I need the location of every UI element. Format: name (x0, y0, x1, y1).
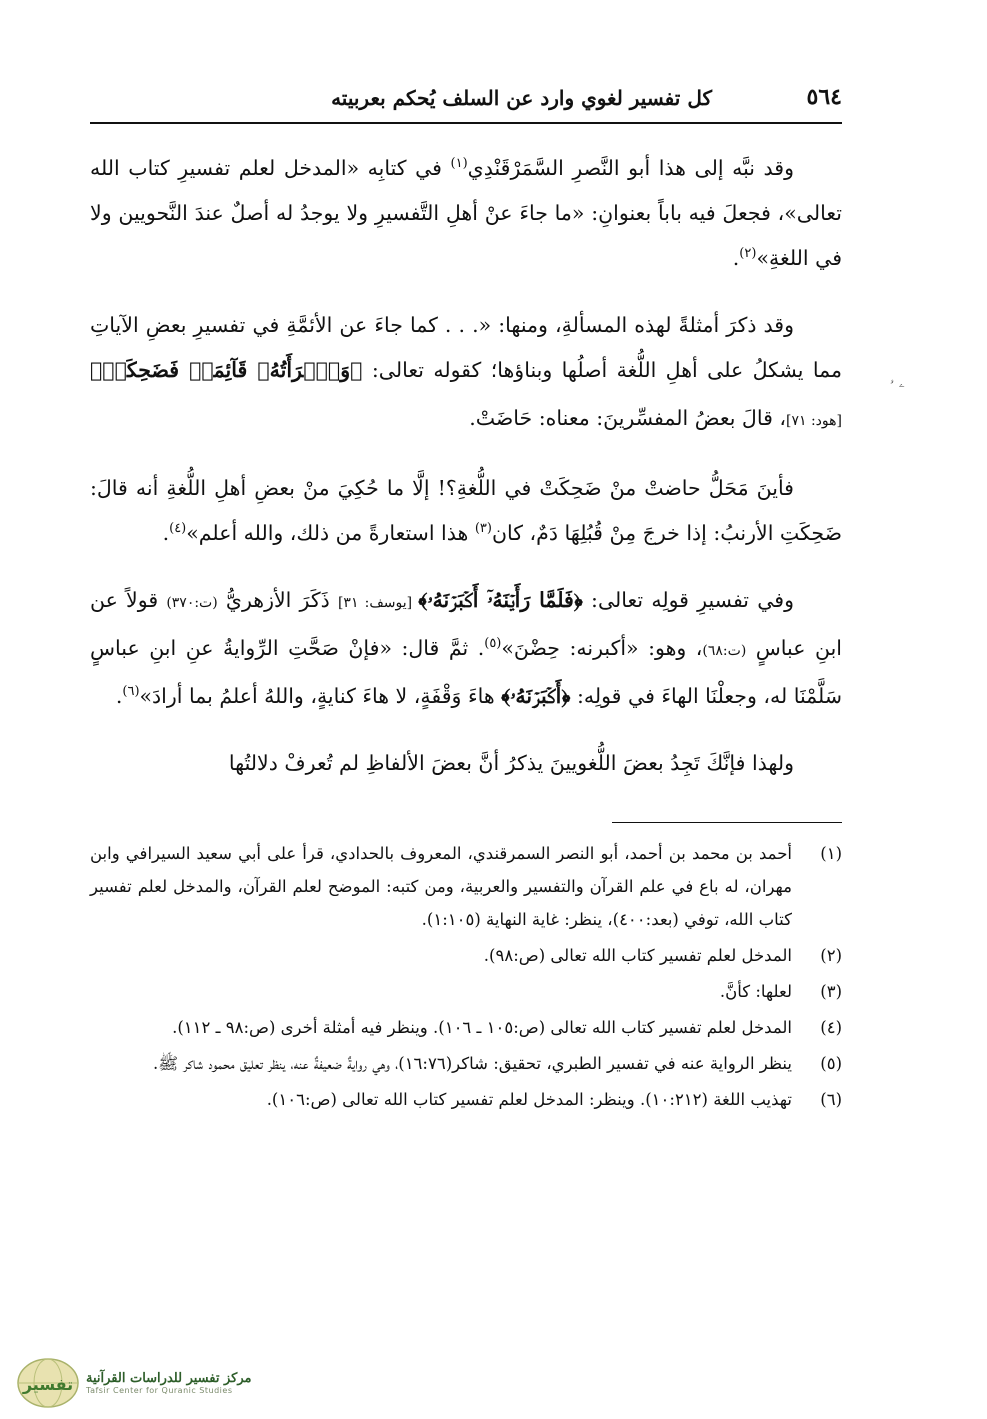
paragraph-4 (90, 578, 842, 719)
page-header (90, 80, 842, 124)
text-span: ، وهو: «أكبرنه: حِضْنَ» (501, 636, 703, 660)
publisher-logo (8, 1354, 268, 1412)
logo-arabic-name: مركز تفسير للدراسات القرآنية (86, 1371, 252, 1386)
text-span: . ثمَّ قال: «فإنْ صَحَّتِ الرِّوايةُ عنِ ابنِ عباسٍ سَلَّمْنَا له، وجعلْنَا الهاءَ في قولِه: (90, 636, 842, 708)
text-span: وقد ذكرَ أمثلةً لهذه المسألةِ، ومنها: «. . . كما جاءَ عن الأئمَّةِ في تفسيرِ بعضِ الآياتِ مما يشكلُ على أهلِ اللُّغة أصلُها وبناؤها؛ كقوله تعالى: (90, 313, 842, 382)
footnote-text: لعلها: كأنَّ. (719, 982, 792, 1001)
text-span: ولهذا فإنَّكَ تَجِدُ بعضَ اللُّغويينَ يذكرُ أنَّ بعضَ الألفاظِ لم تُعرفْ دلالتُها (228, 751, 794, 775)
footnote-text: المدخل لعلم تفسير كتاب الله تعالى (ص:٩٨). (483, 946, 792, 965)
footnote-item (90, 1047, 842, 1080)
globe-emblem-icon (8, 1356, 82, 1410)
text-span: وفي تفسيرِ قولِه تعالى: (582, 588, 794, 612)
text-span: هاءَ وَقْفَةٍ، لا هاءَ كنايةٍ، واللهُ أعلمُ بما أرادَ» (139, 684, 502, 708)
book-page (90, 80, 842, 1119)
text-span: وقد نبَّه إلى هذا أبو النَّصرِ السَّمَرْقَنْدِي (467, 156, 794, 180)
footnote-text: ينظر الرواية عنه في تفسير الطبري، تحقيق: شاكر(١٦:٧٦)، وهي روايةٌ ضعيفةٌ عنه، ينظر تعليق محمود شاكر ﷺ. (152, 1054, 792, 1073)
footnote-ref[interactable]: (٤) (169, 521, 187, 537)
footnotes-list (90, 837, 842, 1116)
logo-text-block (86, 1371, 251, 1395)
page-number: ٥٦٤ (806, 84, 842, 110)
paragraph-3 (90, 466, 842, 556)
logo-english-name: Tafsir Center for Quranic Studies (86, 1386, 233, 1395)
footnote-separator (612, 822, 842, 823)
text-span: . (115, 684, 123, 708)
text-span: ، قالَ بعضُ المفسِّرينَ: معناه: حَاضَتْ. (469, 406, 786, 430)
margin-annotation: ۦ ۥ (889, 372, 905, 391)
footnote-number: (٦) (820, 1090, 842, 1109)
footnote-ref[interactable]: (٥) (484, 636, 502, 652)
text-span: هذا استعارةً من ذلك، والله أعلم» (186, 521, 475, 545)
footnote-ref[interactable]: (٣) (474, 521, 492, 537)
text-span: . (732, 246, 740, 270)
footnote-number: (٤) (820, 1018, 842, 1037)
text-span: . (162, 521, 170, 545)
footnote-item (90, 837, 842, 936)
footnote-number: (٢) (820, 946, 842, 965)
verse-reference: [يوسف: ٣١] (337, 595, 419, 611)
footnote-text: تهذيب اللغة (١٠:٢١٢). وينظر: المدخل لعلم تفسير كتاب الله تعالى (ص:١٠٦). (266, 1090, 792, 1109)
footnote-number: (٣) (820, 982, 842, 1001)
death-date: (ت:٣٧٠) (166, 595, 218, 611)
quran-verse: ﴿فَلَمَّا رَأَيۡنَهُۥٓ أَكۡبَرۡنَهُۥ﴾ (418, 588, 583, 612)
text-span: ذَكَرَ الأزهريُّ (217, 588, 338, 612)
footnote-text: أحمد بن محمد بن أحمد، أبو النصر السمرقندي، المعروف بالحدادي، قرأ على أبي سعيد السيرافي وابن مهران، له باع في علم القرآن والتفسير والعربية، ومن كتبه: الموضح لعلم القرآن، والمدخل لعلم تفسير كتاب الله، توفي (بعد:٤٠٠)، ينظر: غاية النهاية (١:١٠٥). (90, 844, 792, 929)
footnote-item (90, 1011, 842, 1044)
footnote-item (90, 939, 842, 972)
death-date: (ت:٦٨) (702, 643, 747, 659)
text-span: في كتابِه «المدخل لعلم تفسيرِ كتاب الله تعالى»، فجعلَ فيه باباً بعنوانِ: «ما جاءَ عنْ أهلِ التَّفسيرِ ولا يوجدُ له أصلٌ عندَ النَّحويين ولا في اللغةِ» (90, 156, 842, 270)
paragraph-5 (90, 741, 842, 786)
main-text (90, 146, 842, 786)
paragraph-1 (90, 146, 842, 281)
verse-reference: [هود: ٧١] (786, 413, 842, 429)
paragraph-2 (90, 303, 842, 444)
quran-verse: ﴿أَكۡبَرۡنَهُۥ﴾ (501, 684, 571, 708)
footnote-number: (٥) (820, 1054, 842, 1073)
emblem-text: تفسير (22, 1375, 74, 1394)
footnote-ref[interactable]: (٢) (739, 246, 757, 262)
footnote-item (90, 975, 842, 1008)
running-title: كل تفسير لغوي وارد عن السلف يُحكم بعربيته (331, 86, 712, 110)
footnote-item (90, 1083, 842, 1116)
footnote-number: (١) (820, 844, 842, 863)
text-span: فأينَ مَحَلُّ حاضتْ منْ ضَحِكَتْ في اللُّغةِ؟! إلَّا ما حُكِيَ منْ بعضِ أهلِ اللُّغةِ أنه قالَ: ضَحِكَتِ الأرنبُ: إذا خرجَ مِنْ قُبُلِهَا دَمٌ، كان (90, 476, 842, 545)
text-span: قولاً عن ابنِ عباسٍ (90, 588, 842, 660)
footnote-text: المدخل لعلم تفسير كتاب الله تعالى (ص:١٠٥ ـ ١٠٦). وينظر فيه أمثلة أخرى (ص:٩٨ ـ ١١٢). (172, 1018, 792, 1037)
footnote-ref[interactable]: (٦) (122, 684, 140, 700)
footnote-ref[interactable]: (١) (450, 156, 468, 172)
quran-verse: ﴿وَٱمۡرَأَتُهُۥ قَآئِمَةٞ فَضَحِكَتۡ﴾ (90, 358, 363, 382)
